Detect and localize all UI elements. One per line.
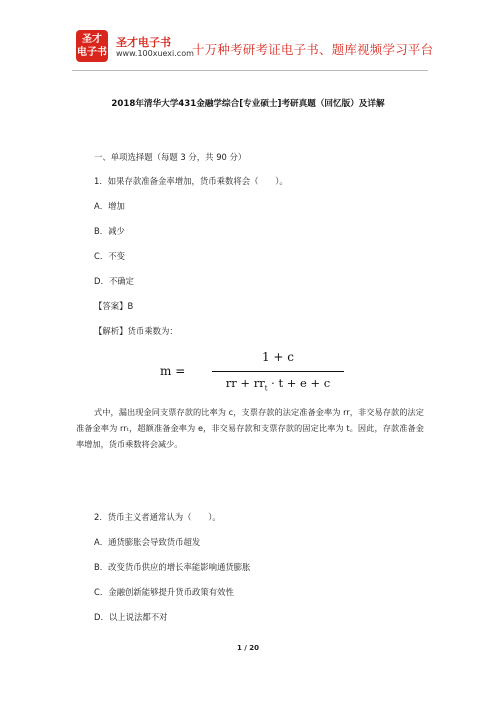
section-heading: 一、单项选择题（每题 3 分，共 90 分） [94, 152, 247, 162]
formula-den-part1: rr + rr [225, 376, 265, 390]
formula-numerator: 1 + c [261, 350, 295, 364]
formula-lhs: m = [160, 364, 186, 378]
formula-denominator [212, 376, 344, 392]
formula-den-subscript: t [264, 384, 268, 393]
question-1-option-b: B．减少 [94, 226, 125, 236]
question-1-option-a: A．增加 [94, 201, 125, 211]
brand-logo [76, 30, 108, 62]
money-multiplier-formula [160, 350, 350, 393]
question-1-answer: 【答案】B [94, 301, 134, 311]
question-2-stem: 2．货币主义者通常认为（ ）。 [94, 512, 221, 522]
question-2-option-c: C．金融创新能够提升货币政策有效性 [94, 587, 234, 597]
logo-bottom-text: 电子书 [77, 47, 107, 58]
page-header [72, 26, 432, 66]
question-2-option-b: B．改变货币供应的增长率能影响通货膨胀 [94, 562, 251, 572]
question-2-option-a: A．通货膨胀会导致货币超发 [94, 537, 201, 547]
document-title: 2018年清华大学431金融学综合[专业硕士]考研真题（回忆版）及详解 [111, 99, 385, 109]
page-number: 1 / 20 [236, 644, 260, 652]
header-slogan: 十万种考研考证电子书、题库视频学习平台 [192, 42, 434, 57]
header-divider [72, 70, 428, 71]
question-1-analysis-label: 【解析】货币乘数为： [94, 326, 178, 336]
brand-name: 圣才电子书 [116, 36, 171, 49]
formula-den-part2: · t + e + c [271, 376, 331, 390]
question-1-stem: 1．如果存款准备金率增加，货币乘数将会（ ）。 [94, 176, 288, 186]
brand-url[interactable]: www.100xuexi.com [116, 49, 194, 58]
question-1-option-d: D．不确定 [94, 276, 134, 286]
question-1-option-c: C．不变 [94, 251, 125, 261]
question-2-option-d: D．以上说法都不对 [94, 612, 168, 622]
logo-top-text: 圣才 [82, 34, 102, 45]
question-1-explanation: 式中，漏出现金同支票存款的比率为 c，支票存款的法定准备金率为 rr，非交易存款的法定准备金率为 rrₜ，超额准备金率为 e，非交易存款和支票存款的固定比率为 t。因此，存款准备金率增加，货币乘数将会减少。 [76, 407, 424, 449]
formula-fraction-bar [212, 371, 344, 372]
